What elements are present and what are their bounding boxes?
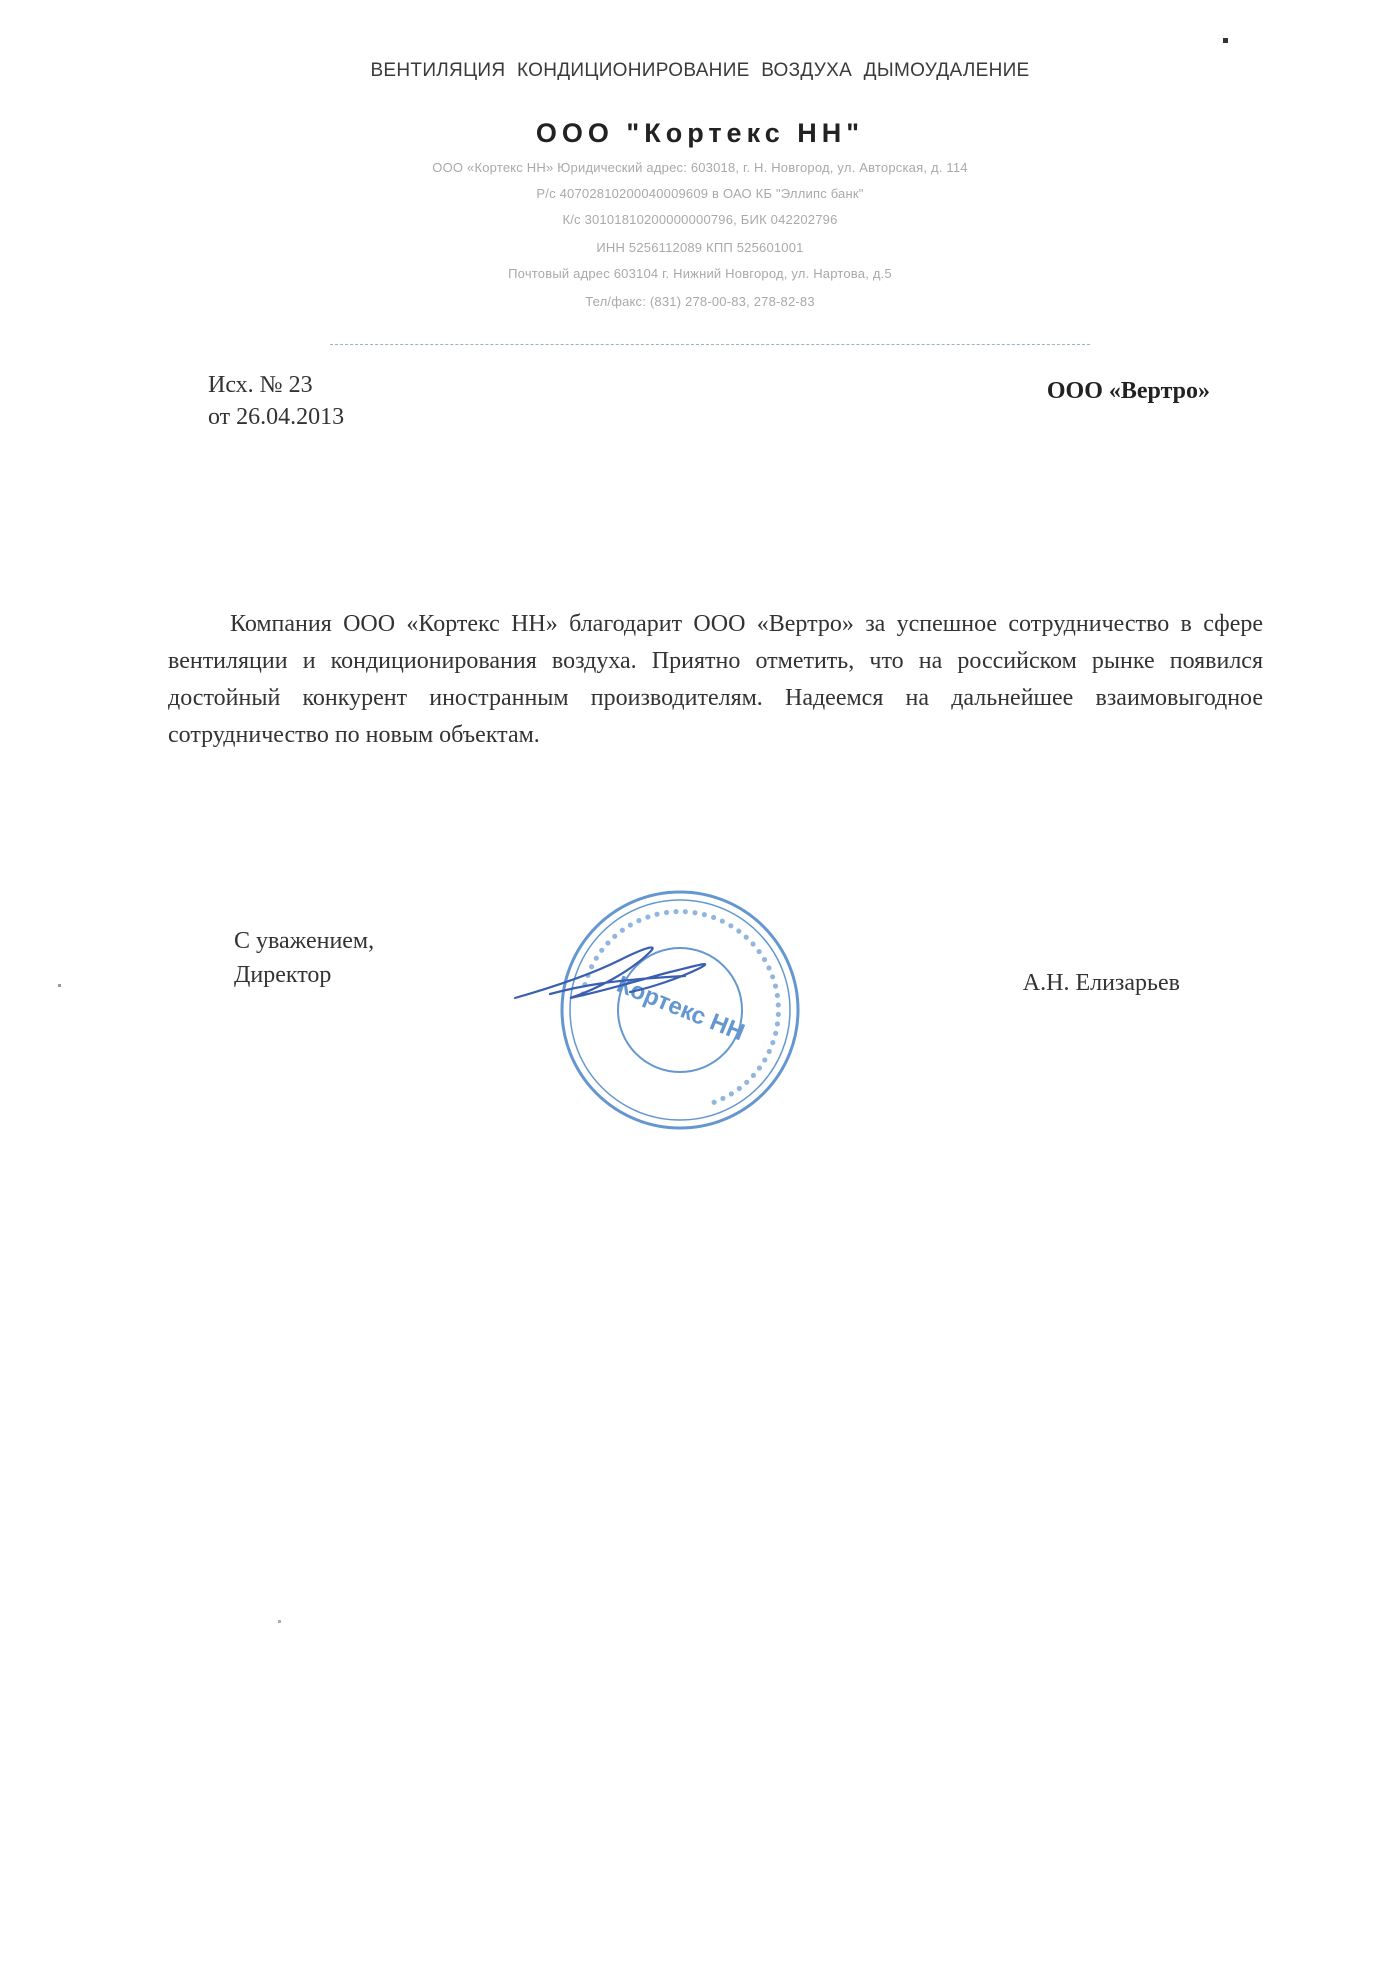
stamp-center-text: Кортекс НН — [612, 970, 749, 1047]
scan-speck — [278, 1620, 281, 1623]
requisites-line: Р/с 40702810200040009609 в ОАО КБ "Эллипс банк" — [536, 186, 864, 201]
requisites-line: ИНН 5256112089 КПП 525601001 — [596, 240, 804, 255]
letter-body: Компания ООО «Кортекс НН» благодарит ООО «Вертро» за успешное сотрудничество в сфере вентиляции и кондиционирования воздуха. Приятно отметить, что на российском рынке появился достойный конкурент иностранным производителям. Надеемся на дальнейшее взаимовыгодное сотрудничество по новым объектам. — [168, 611, 1263, 748]
outgoing-number: Исх. № 23 — [208, 372, 313, 398]
company-stamp — [510, 880, 830, 1140]
scan-speck — [58, 984, 61, 987]
requisites-line: Почтовый адрес 603104 г. Нижний Новгород, ул. Нартова, д.5 — [508, 266, 892, 281]
scan-speck — [1223, 38, 1228, 43]
requisites-line: Тел/факс: (831) 278-00-83, 278-82-83 — [585, 294, 815, 309]
requisites-line: ООО «Кортекс НН» Юридический адрес: 603018, г. Н. Новгород, ул. Авторская, д. 114 — [432, 160, 968, 175]
director-signature — [515, 947, 705, 998]
requisites-line: К/с 30101810200000000796, БИК 042202796 — [562, 212, 838, 227]
closing-regards: С уважением, — [234, 928, 375, 954]
letterhead-company-name: ООО "Кортекс НН" — [535, 118, 865, 148]
letterhead-tagline: ВЕНТИЛЯЦИЯ КОНДИЦИОНИРОВАНИЕ ВОЗДУХА ДЫМОУДАЛЕНИЕ — [370, 60, 1030, 81]
signer-name: А.Н. Елизарьев — [1022, 970, 1180, 996]
closing-position: Директор — [234, 962, 332, 988]
svg-text:●●●●●●●●●●●●●●●●●●●●●●●●●●●●●●: ●●●●●●●●●●●●●●●●●●●●●●●●●●●●●●●●●●●●●●●●●●●● — [574, 903, 787, 1112]
recipient-name: ООО «Вертро» — [1046, 378, 1210, 404]
letter-date: от 26.04.2013 — [208, 404, 345, 430]
letterhead-divider — [330, 344, 1090, 345]
